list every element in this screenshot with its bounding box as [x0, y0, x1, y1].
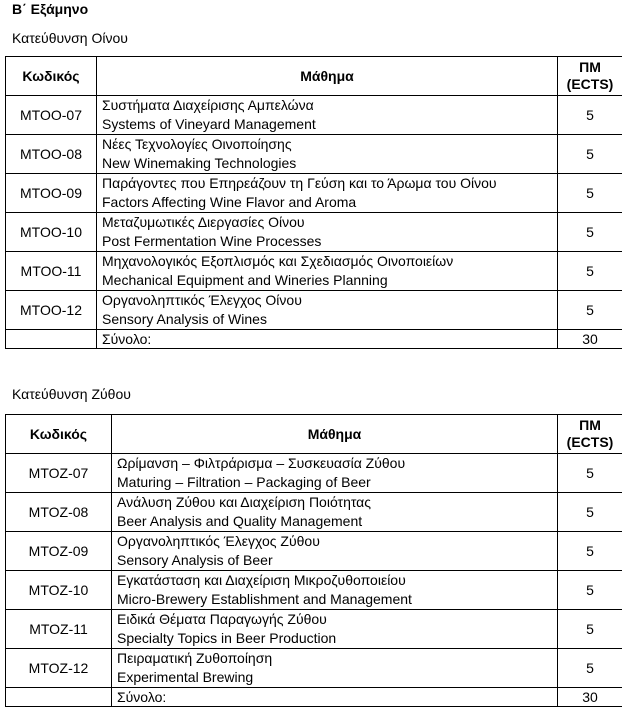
course-name: [97, 135, 558, 174]
table-row: [6, 174, 622, 213]
course-ects: 5: [558, 252, 622, 291]
course-code: ΜΤΟΖ-10: [6, 571, 112, 610]
code-column-header: Κωδικός: [6, 415, 112, 454]
table-row: [6, 649, 622, 688]
beer-track-title: Κατεύθυνση Ζύθου: [12, 386, 131, 402]
total-label: Σύνολο:: [112, 688, 558, 707]
course-name-english: New Winemaking Technologies: [102, 155, 297, 171]
course-name-greek: Εγκατάσταση και Διαχείριση Μικροζυθοποιείου: [117, 572, 406, 588]
course-name-greek: Οργανοληπτικός Έλεγχος Ζύθου: [117, 533, 320, 549]
course-code: ΜΤΟΟ-07: [6, 96, 97, 135]
course-ects: 5: [558, 532, 622, 571]
course-ects: 5: [558, 493, 622, 532]
course-code: ΜΤΟΖ-09: [6, 532, 112, 571]
course-name-greek: Παράγοντες που Επηρεάζουν τη Γεύση και το Άρωμα του Οίνου: [102, 175, 497, 191]
course-code: ΜΤΟΟ-09: [6, 174, 97, 213]
course-name: [112, 532, 558, 571]
course-name-english: Mechanical Equipment and Wineries Planning: [102, 272, 388, 288]
course-name-greek: Μηχανολογικός Εξοπλισμός και Σχεδιασμός Οινοποιείων: [102, 253, 454, 269]
semester-title: Β΄ Εξάμηνο: [12, 1, 89, 17]
course-name-greek: Συστήματα Διαχείρισης Αμπελώνα: [102, 97, 314, 113]
ects-header-line1: ΠΜ: [579, 59, 601, 75]
table-row: [6, 135, 622, 174]
course-column-header: Μάθημα: [112, 415, 558, 454]
course-name: [112, 649, 558, 688]
ects-column-header: [558, 57, 622, 96]
course-name-greek: Ανάλυση Ζύθου και Διαχείριση Ποιότητας: [117, 494, 372, 510]
course-code: ΜΤΟΖ-08: [6, 493, 112, 532]
course-name: [97, 252, 558, 291]
course-name-greek: Ωρίμανση – Φιλτράρισμα – Συσκευασία Ζύθου: [117, 455, 406, 471]
course-ects: 5: [558, 454, 622, 493]
course-name-english: Post Fermentation Wine Processes: [102, 233, 322, 249]
ects-header-line2: (ECTS): [566, 76, 614, 92]
course-name-english: Specialty Topics in Beer Production: [117, 630, 337, 646]
course-ects: 5: [558, 135, 622, 174]
course-name-english: Systems of Vineyard Management: [102, 116, 316, 132]
table-row: [6, 252, 622, 291]
table-row: [6, 213, 622, 252]
course-code: ΜΤΟΖ-12: [6, 649, 112, 688]
course-name-english: Sensory Analysis of Beer: [117, 552, 273, 568]
table-row: [6, 610, 622, 649]
total-row: [6, 330, 622, 349]
table-row: [6, 96, 622, 135]
course-name-english: Maturing – Filtration – Packaging of Beer: [117, 474, 371, 490]
course-ects: 5: [558, 96, 622, 135]
total-row: [6, 688, 622, 707]
table-header-row: [6, 415, 622, 454]
course-name: [112, 571, 558, 610]
course-name: [97, 174, 558, 213]
course-name-greek: Νέες Τεχνολογίες Οινοποίησης: [102, 136, 292, 152]
wine-courses-table: [5, 56, 622, 349]
course-name-english: Micro-Brewery Establishment and Management: [117, 591, 412, 607]
course-name: [97, 213, 558, 252]
course-column-header: Μάθημα: [97, 57, 558, 96]
course-ects: 5: [558, 649, 622, 688]
course-name-greek: Οργανοληπτικός Έλεγχος Οίνου: [102, 292, 302, 308]
course-ects: 5: [558, 571, 622, 610]
ects-header-line2: (ECTS): [566, 434, 614, 450]
table-row: [6, 532, 622, 571]
course-name-english: Experimental Brewing: [117, 669, 254, 685]
course-name-greek: Πειραματική Ζυθοποίηση: [117, 650, 273, 666]
table-header-row: [6, 57, 622, 96]
course-code: ΜΤΟΟ-11: [6, 252, 97, 291]
total-label: Σύνολο:: [97, 330, 558, 349]
ects-header-line1: ΠΜ: [579, 417, 601, 433]
course-name-greek: Ειδικά Θέματα Παραγωγής Ζύθου: [117, 611, 327, 627]
ects-column-header: [558, 415, 622, 454]
course-name: [112, 454, 558, 493]
course-code: ΜΤΟΖ-07: [6, 454, 112, 493]
course-name-english: Beer Analysis and Quality Management: [117, 513, 363, 529]
course-name: [97, 291, 558, 330]
course-code: ΜΤΟΟ-10: [6, 213, 97, 252]
course-ects: 5: [558, 610, 622, 649]
wine-track-title: Κατεύθυνση Οίνου: [12, 30, 128, 46]
table-row: [6, 571, 622, 610]
table-row: [6, 454, 622, 493]
beer-courses-table: [5, 414, 622, 707]
code-column-header: Κωδικός: [6, 57, 97, 96]
table-row: [6, 493, 622, 532]
course-name: [112, 610, 558, 649]
table-row: [6, 291, 622, 330]
total-empty-cell: [6, 330, 97, 349]
course-ects: 5: [558, 174, 622, 213]
course-name-english: Factors Affecting Wine Flavor and Aroma: [102, 194, 357, 210]
course-name: [112, 493, 558, 532]
course-code: ΜΤΟΟ-12: [6, 291, 97, 330]
course-name-english: Sensory Analysis of Wines: [102, 311, 267, 327]
course-name-greek: Μεταζυμωτικές Διεργασίες Οίνου: [102, 214, 305, 230]
course-code: ΜΤΟΖ-11: [6, 610, 112, 649]
total-empty-cell: [6, 688, 112, 707]
course-name: [97, 96, 558, 135]
course-code: ΜΤΟΟ-08: [6, 135, 97, 174]
total-value: 30: [558, 688, 622, 707]
course-ects: 5: [558, 291, 622, 330]
total-value: 30: [558, 330, 622, 349]
course-ects: 5: [558, 213, 622, 252]
